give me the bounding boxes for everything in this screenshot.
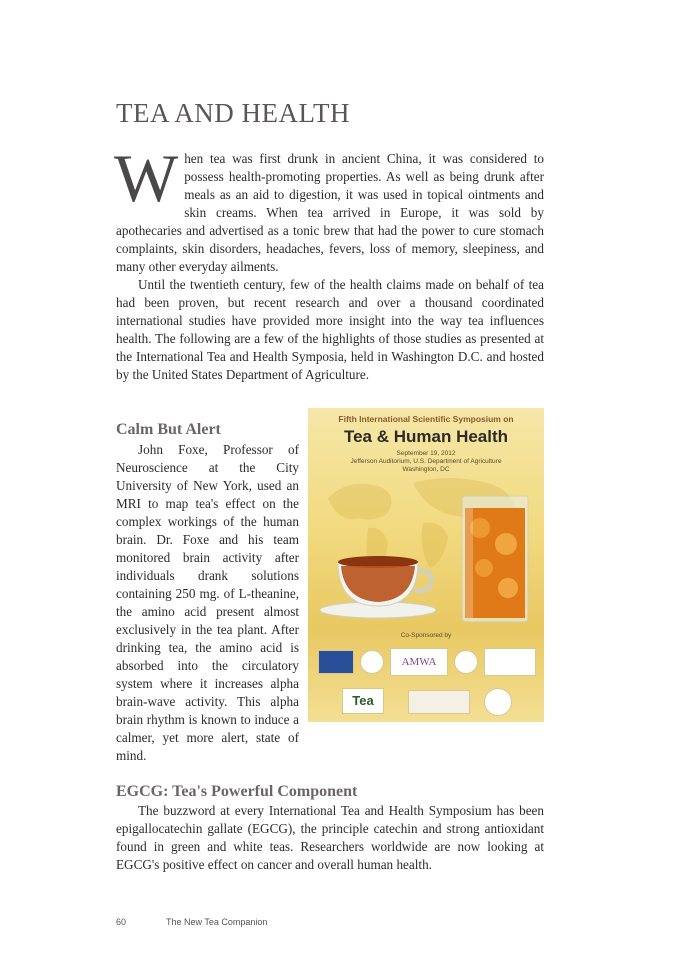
calm-heading: Calm But Alert [116, 421, 221, 438]
calm-body: John Foxe, Professor of Neuroscience at the City University of New York, used an MRI to map tea's effect on the complex workings of the human brain. Dr. Foxe and his team monitored brain activity after individuals drank solutions containing 250 mg. of L-theanine, the amino acid present almost exclusively in the tea plant. After drinking tea, the amino acid is absorbed into the circulatory system where it increases alpha brain-wave activity. This alpha brain rhythm is known to induce a calmer, yet more alert, state of mind. [116, 442, 299, 763]
poster-subtitle: Fifth International Scientific Symposium on [338, 414, 514, 424]
poster-details [308, 450, 544, 474]
poster-city: Washington, DC [402, 466, 450, 473]
symposium-poster [308, 408, 544, 722]
tea-council-logo: Tea [342, 688, 384, 714]
cancer-society-logo [318, 650, 354, 674]
amwa-logo: AMWA [390, 648, 448, 676]
egcg-section [116, 782, 544, 874]
page-number: 60 [116, 917, 127, 927]
intro-paragraph-2: Until the twentieth century, few of the health claims made on behalf of tea had been proven, but recent research and over a thousand coordinated international studies have provided more insight into the way tea influences health. The following are a few of the highlights of those studies as presented at the International Tea and Health Symposia, held in Washington D.C. and hosted by the United States Department of Agriculture. [116, 277, 544, 382]
poster-title: Tea & Human Health [343, 427, 509, 446]
seal-logo [360, 650, 384, 674]
intro-section [114, 140, 544, 384]
drop-cap: W [114, 140, 179, 216]
cancer-research-logo [484, 648, 536, 676]
sponsor-logos [318, 646, 534, 718]
poster-date: September 19, 2012 [396, 450, 456, 457]
research-seal-logo [454, 650, 478, 674]
fao-logo [484, 688, 512, 716]
egcg-body: The buzzword at every International Tea and Health Symposium has been epigallocatechin gallate (EGCG), the principle catechin and strong antioxidant found in green and white teas. Researchers worldwide are now looking at EGCG's positive effect on cancer and overall human health. [116, 803, 544, 872]
page-title: TEA AND HEALTH [116, 98, 350, 129]
poster-cosponsored: Co-Sponsored by [400, 632, 452, 639]
intro-paragraph-1-text: hen tea was first drunk in ancient China, it was considered to possess health-promoting properties. As well as being drunk after meals as an aid to digestion, it was used in topical ointments and skin creams. When tea arrived in Europe, it was sold by apothecaries and advertised as a tonic brew that had the power to cure stomach complaints, skin disorders, headaches, fevers, loss of memory, sleepiness, and many other everyday ailments. [116, 151, 544, 274]
egcg-heading: EGCG: Tea's Powerful Component [116, 783, 358, 800]
running-footer-title: The New Tea Companion [166, 917, 268, 927]
tea-cup-image [316, 548, 446, 620]
partner-logo [408, 690, 470, 714]
intro-paragraph-1 [114, 140, 544, 276]
iced-tea-glass-image [456, 488, 536, 628]
poster-venue: Jefferson Auditorium, U.S. Department of Agriculture [350, 458, 502, 465]
